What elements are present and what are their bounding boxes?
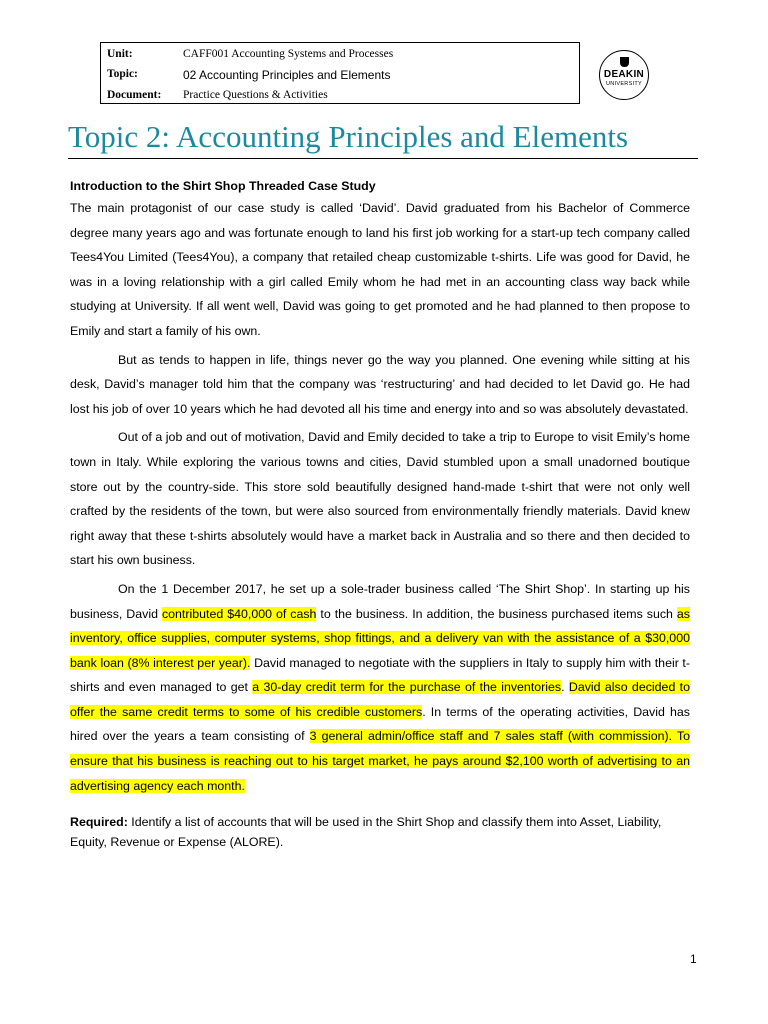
deakin-university-logo: [599, 50, 649, 100]
required-text: Identify a list of accounts that will be used in the Shirt Shop and classify them into Asset, Liability, Equity, Revenue or Expense (ALORE).: [70, 815, 662, 850]
topic-label: Topic:: [107, 68, 138, 80]
title-divider: [68, 158, 698, 159]
required-label: Required:: [70, 815, 128, 830]
para4-text-1: On the 1 December 2017, he set up a sole-trader business called ‘The Shirt Shop’. In starting up his business, David: [70, 581, 690, 621]
case-study-heading: Introduction to the Shirt Shop Threaded Case Study: [70, 179, 376, 193]
para4-text-4: .: [561, 680, 569, 695]
paragraph-1: The main protagonist of our case study is called ‘David’. David graduated from his Bachelor of Commerce degree many years ago and was fortunate enough to land his first job working for a start-up tech company called Tees4You Limited (Tees4You), a company that retailed cheap customizable t-shirts. Life was good for David, he was in a loving relationship with a girl called Emily whom he had met in an accounting class way back while studying at University. If all went well, David was going to get promoted and he had planned to then propose to Emily and start a family of his own.: [70, 201, 690, 338]
paragraph-2: But as tends to happen in life, things never go the way you planned. One evening while sitting at his desk, David’s manager told him that the company was ‘restructuring’ and had decided to let David go. He had lost his job of over 10 years which he had devoted all his time and energy into and so was absolutely devastated.: [70, 352, 690, 416]
document-value: Practice Questions & Activities: [183, 89, 328, 101]
logo-subtext: UNIVERSITY: [605, 81, 642, 87]
logo-wordmark: DEAKIN: [603, 69, 645, 80]
para4-text-3: David managed to negotiate with the suppliers in Italy to supply him with their t-shirts and even managed to get: [70, 655, 690, 695]
highlight-staff-advertising: 3 general admin/office staff and 7 sales staff (with commission). To ensure that his business is reaching out to his target market, he pays around $2,100 worth of advertising to an advertising agency each month.: [70, 729, 691, 793]
document-body: [70, 176, 690, 852]
document-info-box: [100, 42, 580, 104]
page-number: 1: [690, 952, 697, 966]
paragraph-3: Out of a job and out of motivation, David and Emily decided to take a trip to Europe to visit Emily’s home town in Italy. While exploring the various towns and cities, David stumbled upon a small unadorned boutique store out by the country-side. This store sold beautifully designed hand-made t-shirt that were not only well crafted by the residents of the town, but were also sourced from environmentally friendly materials. David knew right away that these t-shirts absolutely would have a market back in Australia and so there and then decided to start his own business.: [70, 430, 690, 568]
required-instruction: [70, 812, 690, 852]
paragraph-4: [70, 577, 690, 798]
highlight-credit-term: a 30-day credit term for the purchase of the inventories: [252, 680, 562, 695]
unit-label: Unit:: [107, 48, 133, 60]
unit-value: CAFF001 Accounting Systems and Processes: [183, 48, 394, 60]
shield-icon: [620, 57, 629, 67]
page-title: Topic 2: Accounting Principles and Elements: [68, 119, 629, 154]
document-label: Document:: [107, 89, 162, 101]
para4-text-2: to the business. In addition, the business purchased items such: [316, 606, 677, 621]
highlight-customer-credit: David also decided to offer the same credit terms to some of his credible customers: [70, 680, 690, 719]
topic-value: 02 Accounting Principles and Elements: [183, 68, 391, 82]
highlight-cash-contribution: contributed $40,000 of cash: [161, 606, 317, 621]
para4-text-5: . In terms of the operating activities, David has hired over the years a team consisting of: [70, 704, 691, 744]
highlight-assets-loan: as inventory, office supplies, computer systems, shop fittings, and a delivery van with the assistance of a $30,000 bank loan (8% interest per year).: [70, 606, 690, 670]
